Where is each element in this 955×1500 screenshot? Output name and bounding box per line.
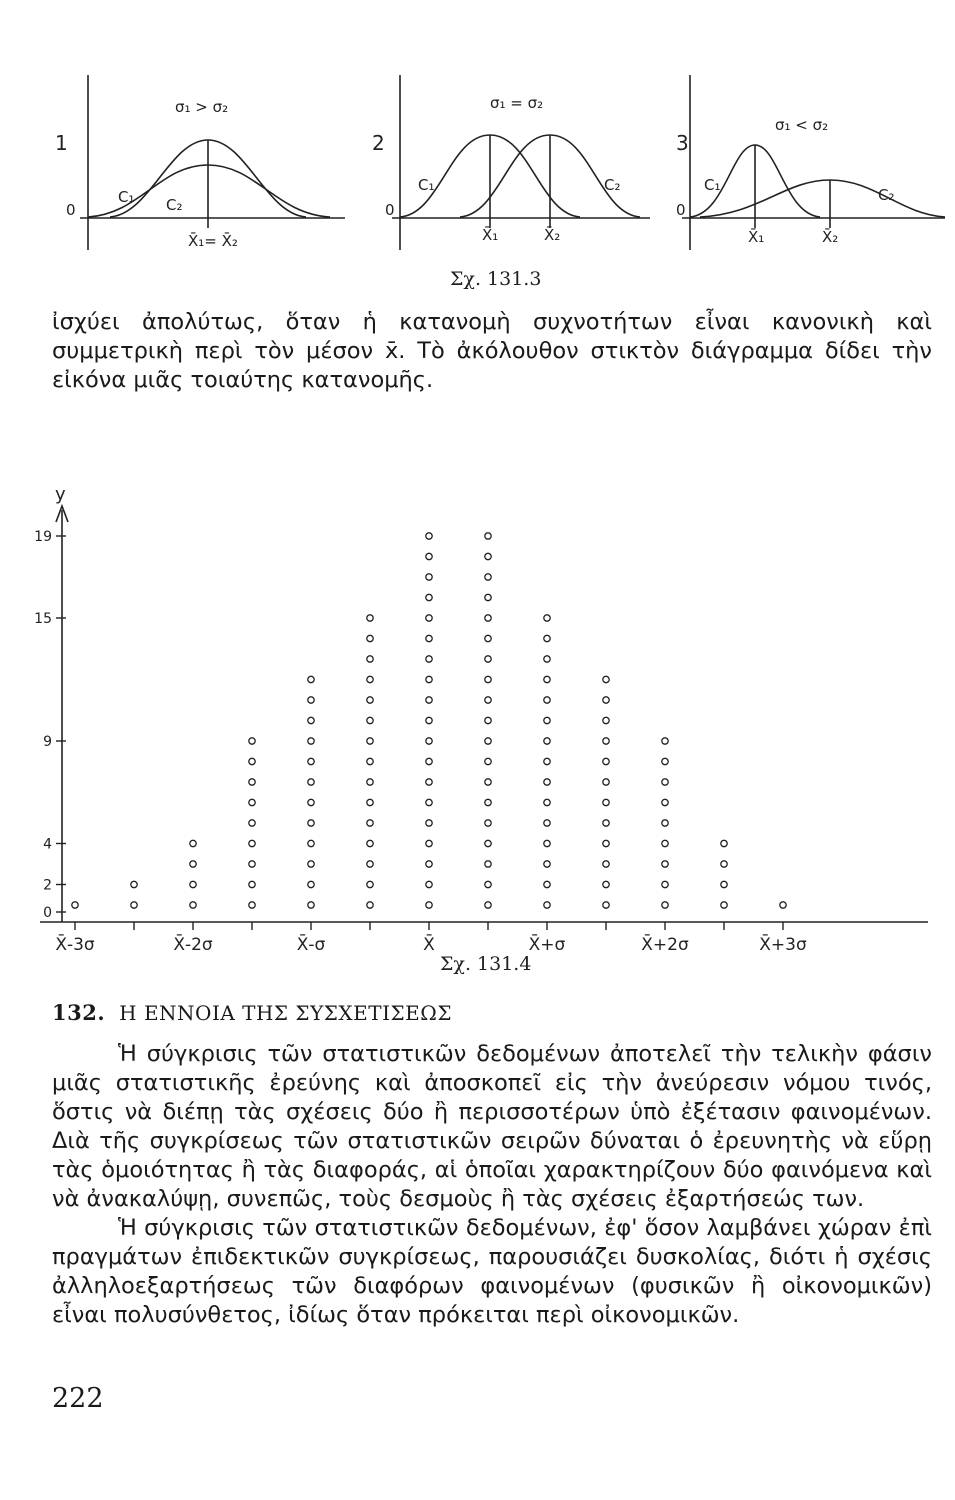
data-point (544, 717, 550, 723)
data-point (603, 779, 609, 785)
data-point (426, 820, 432, 826)
data-point (308, 861, 314, 867)
y-tick-label-15: 15 (34, 611, 52, 627)
data-point (426, 574, 432, 580)
data-point (662, 820, 668, 826)
data-point (603, 738, 609, 744)
data-point (426, 553, 432, 559)
data-point (249, 840, 255, 846)
data-point (544, 738, 550, 744)
data-point (662, 902, 668, 908)
y-tick-label-2: 2 (43, 877, 52, 894)
data-point (367, 902, 373, 908)
data-point (190, 881, 196, 887)
data-point (308, 902, 314, 908)
panel-3-relation: σ₁ < σ₂ (775, 116, 829, 134)
body-text (52, 1040, 932, 1330)
data-point (426, 594, 432, 600)
data-point (249, 902, 255, 908)
data-point (308, 779, 314, 785)
data-point (249, 738, 255, 744)
data-point (367, 861, 373, 867)
data-point (544, 758, 550, 764)
figure-131-4-dot-chart (0, 470, 955, 990)
data-point (603, 799, 609, 805)
data-point (721, 881, 727, 887)
data-point (603, 676, 609, 682)
data-point (426, 779, 432, 785)
data-point (662, 861, 668, 867)
data-point (603, 861, 609, 867)
data-point (367, 676, 373, 682)
data-point (485, 553, 491, 559)
paragraph-2: Ἡ σύγκρισις τῶν στατιστικῶν δεδομένων, ἐφ' ὅσον λαμβάνει χώραν ἐπὶ πραγμάτων ἐπιδεκτικῶν συγκρίσεως, παρουσιάζει δυσκολίας, διότι ἡ σχέσις ἀλληλοεξαρτήσεως τῶν διαφόρων φαινομένων (φυσικῶν ἢ οἰκονομικῶν) εἶναι πολυσύνθετος, ἰδίως ὅταν πρόκειται περὶ οἰκονομικῶν. (52, 1215, 932, 1328)
data-point (544, 656, 550, 662)
data-point (603, 758, 609, 764)
x-tick-label: X̄+2σ (641, 935, 689, 955)
panel-1-c1: C₁ (118, 188, 135, 206)
y-axis-label: y (55, 484, 66, 505)
data-point (249, 861, 255, 867)
data-point (426, 656, 432, 662)
data-point (308, 676, 314, 682)
panel-1-mean-label: X̄₁= X̄₂ (188, 232, 238, 250)
data-point (485, 594, 491, 600)
data-point (603, 697, 609, 703)
data-point (485, 574, 491, 580)
data-point (426, 717, 432, 723)
data-point (485, 717, 491, 723)
data-point (367, 840, 373, 846)
paragraph-1: Ἡ σύγκρισις τῶν στατιστικῶν δεδομένων ἀποτελεῖ τὴν τελικὴν φάσιν μιᾶς στατιστικῆς ἐρεύνης καὶ ἀποσκοπεῖ εἰς τὴν ἀνεύρεσιν νόμου τινός, ὅστις νὰ διέπῃ τὰς σχέσεις δύο ἢ περισσοτέρων ὑπὸ ἐξέτασιν φαινομένων. Διὰ τῆς συγκρίσεως τῶν στατιστικῶν σειρῶν δύναται ὁ ἐρευνητὴς νὰ εὕρῃ τὰς ὁμοιότητας ἢ τὰς διαφοράς, αἱ ὁποῖαι χαρακτηρίζουν δύο φαινόμενα καὶ νὰ ἀνακαλύψῃ, συνεπῶς, τοὺς δεσμοὺς ἢ τὰς σχέσεις ἐξαρτήσεώς των. (52, 1041, 932, 1212)
data-point (662, 758, 668, 764)
panel-2-c1: C₁ (418, 176, 435, 194)
x-tick-label: X̄-2σ (173, 935, 213, 955)
panel-3-mean1: X̄₁ (748, 228, 765, 246)
data-point (367, 656, 373, 662)
data-point (544, 799, 550, 805)
section-number: 132. (52, 1000, 106, 1025)
data-point (308, 820, 314, 826)
panel-2-relation: σ₁ = σ₂ (490, 94, 544, 112)
data-point (249, 881, 255, 887)
data-point (662, 881, 668, 887)
data-point (426, 758, 432, 764)
data-point (544, 676, 550, 682)
x-tick-label: X̄-σ (296, 935, 326, 955)
data-point (544, 861, 550, 867)
data-point (603, 717, 609, 723)
data-point (485, 656, 491, 662)
data-point (367, 738, 373, 744)
panel-3-c1: C₁ (704, 176, 721, 194)
data-point (485, 861, 491, 867)
section-title: Η ΕΝΝΟΙΑ ΤΗΣ ΣΥΣΧΕΤΙΣΕΩΣ (119, 1001, 452, 1025)
data-point (249, 758, 255, 764)
section-heading (52, 1000, 452, 1025)
data-point (603, 840, 609, 846)
y-tick-label-9: 9 (43, 734, 52, 750)
data-point (544, 820, 550, 826)
data-point (367, 758, 373, 764)
data-point (544, 881, 550, 887)
data-point (485, 758, 491, 764)
x-tick-label: X̄ (423, 935, 435, 955)
panel-1-zero: 0 (66, 201, 76, 219)
data-point (485, 779, 491, 785)
data-point (721, 840, 727, 846)
data-point (190, 840, 196, 846)
y-tick-label-19: 19 (34, 529, 52, 545)
panel-2-c2: C₂ (604, 176, 621, 194)
data-point (485, 635, 491, 641)
figure-131-3 (0, 0, 955, 300)
data-point (544, 779, 550, 785)
data-point (426, 635, 432, 641)
page-number: 222 (52, 1383, 104, 1414)
data-point (131, 881, 137, 887)
data-point (485, 676, 491, 682)
data-point (426, 738, 432, 744)
data-point (544, 697, 550, 703)
panel-3-curve-c2 (700, 180, 945, 217)
data-point (426, 881, 432, 887)
panel-3-mean2: X̄₂ (822, 228, 839, 246)
data-point (249, 799, 255, 805)
data-point (662, 779, 668, 785)
data-point (367, 820, 373, 826)
data-point (485, 820, 491, 826)
figure-131-3-caption: Σχ. 131.3 (450, 268, 542, 290)
figure-131-4-caption: Σχ. 131.4 (440, 953, 532, 975)
data-point (426, 799, 432, 805)
panel-1-c2: C₂ (166, 196, 183, 214)
data-point (308, 840, 314, 846)
data-point (485, 738, 491, 744)
data-point (308, 758, 314, 764)
panel-2-mean1: X̄₁ (482, 226, 499, 244)
panel-1-number: 1 (55, 131, 68, 155)
data-point (662, 799, 668, 805)
data-point (485, 840, 491, 846)
data-point (544, 902, 550, 908)
panel-2-mean2: X̄₂ (544, 226, 561, 244)
data-point (308, 697, 314, 703)
intro-paragraph: ἰσχύει ἀπολύτως, ὅταν ἡ κατανομὴ συχνοτήτων εἶναι κανονικὴ καὶ συμμετρικὴ περὶ τὸν μέσον x̄. Τὸ ἀκόλουθον στικτὸν διάγραμμα δίδει τὴν εἰκόνα μιᾶς τοιαύτης κατανομῆς. (52, 309, 932, 393)
panel-3-c2: C₂ (878, 186, 895, 204)
data-point (367, 635, 373, 641)
data-point (367, 881, 373, 887)
data-point (426, 615, 432, 621)
x-tick-label: X̄+σ (528, 935, 566, 955)
data-point (190, 902, 196, 908)
data-point (544, 615, 550, 621)
data-point (603, 820, 609, 826)
data-point (426, 533, 432, 539)
x-tick-label: X̄-3σ (55, 935, 95, 955)
data-point (485, 799, 491, 805)
data-point (426, 676, 432, 682)
data-point (485, 533, 491, 539)
data-point (544, 635, 550, 641)
data-point (544, 840, 550, 846)
data-point (721, 902, 727, 908)
data-point (603, 881, 609, 887)
data-point (308, 738, 314, 744)
data-point (249, 779, 255, 785)
data-point (721, 861, 727, 867)
panel-2-zero: 0 (385, 201, 395, 219)
data-point (367, 717, 373, 723)
panel-3-number: 3 (676, 131, 689, 155)
data-point (426, 902, 432, 908)
data-point (131, 902, 137, 908)
data-point (426, 861, 432, 867)
data-point (485, 615, 491, 621)
panel-1-relation: σ₁ > σ₂ (175, 98, 229, 116)
data-point (780, 902, 786, 908)
data-point (308, 799, 314, 805)
data-point (485, 881, 491, 887)
data-point (485, 902, 491, 908)
data-point (249, 820, 255, 826)
y-tick-label-0: 0 (43, 905, 52, 921)
x-tick-label: X̄+3σ (759, 935, 807, 955)
data-point (72, 902, 78, 908)
data-point (426, 697, 432, 703)
data-point (367, 779, 373, 785)
panel-2-number: 2 (372, 131, 385, 155)
data-point (367, 799, 373, 805)
data-point (662, 738, 668, 744)
data-point (662, 840, 668, 846)
y-tick-label-4: 4 (43, 836, 52, 853)
data-point (367, 697, 373, 703)
data-point (367, 615, 373, 621)
data-point (426, 840, 432, 846)
data-point (308, 717, 314, 723)
data-point (190, 861, 196, 867)
data-point (485, 697, 491, 703)
data-point (603, 902, 609, 908)
data-point (308, 881, 314, 887)
panel-3-zero: 0 (676, 201, 686, 219)
